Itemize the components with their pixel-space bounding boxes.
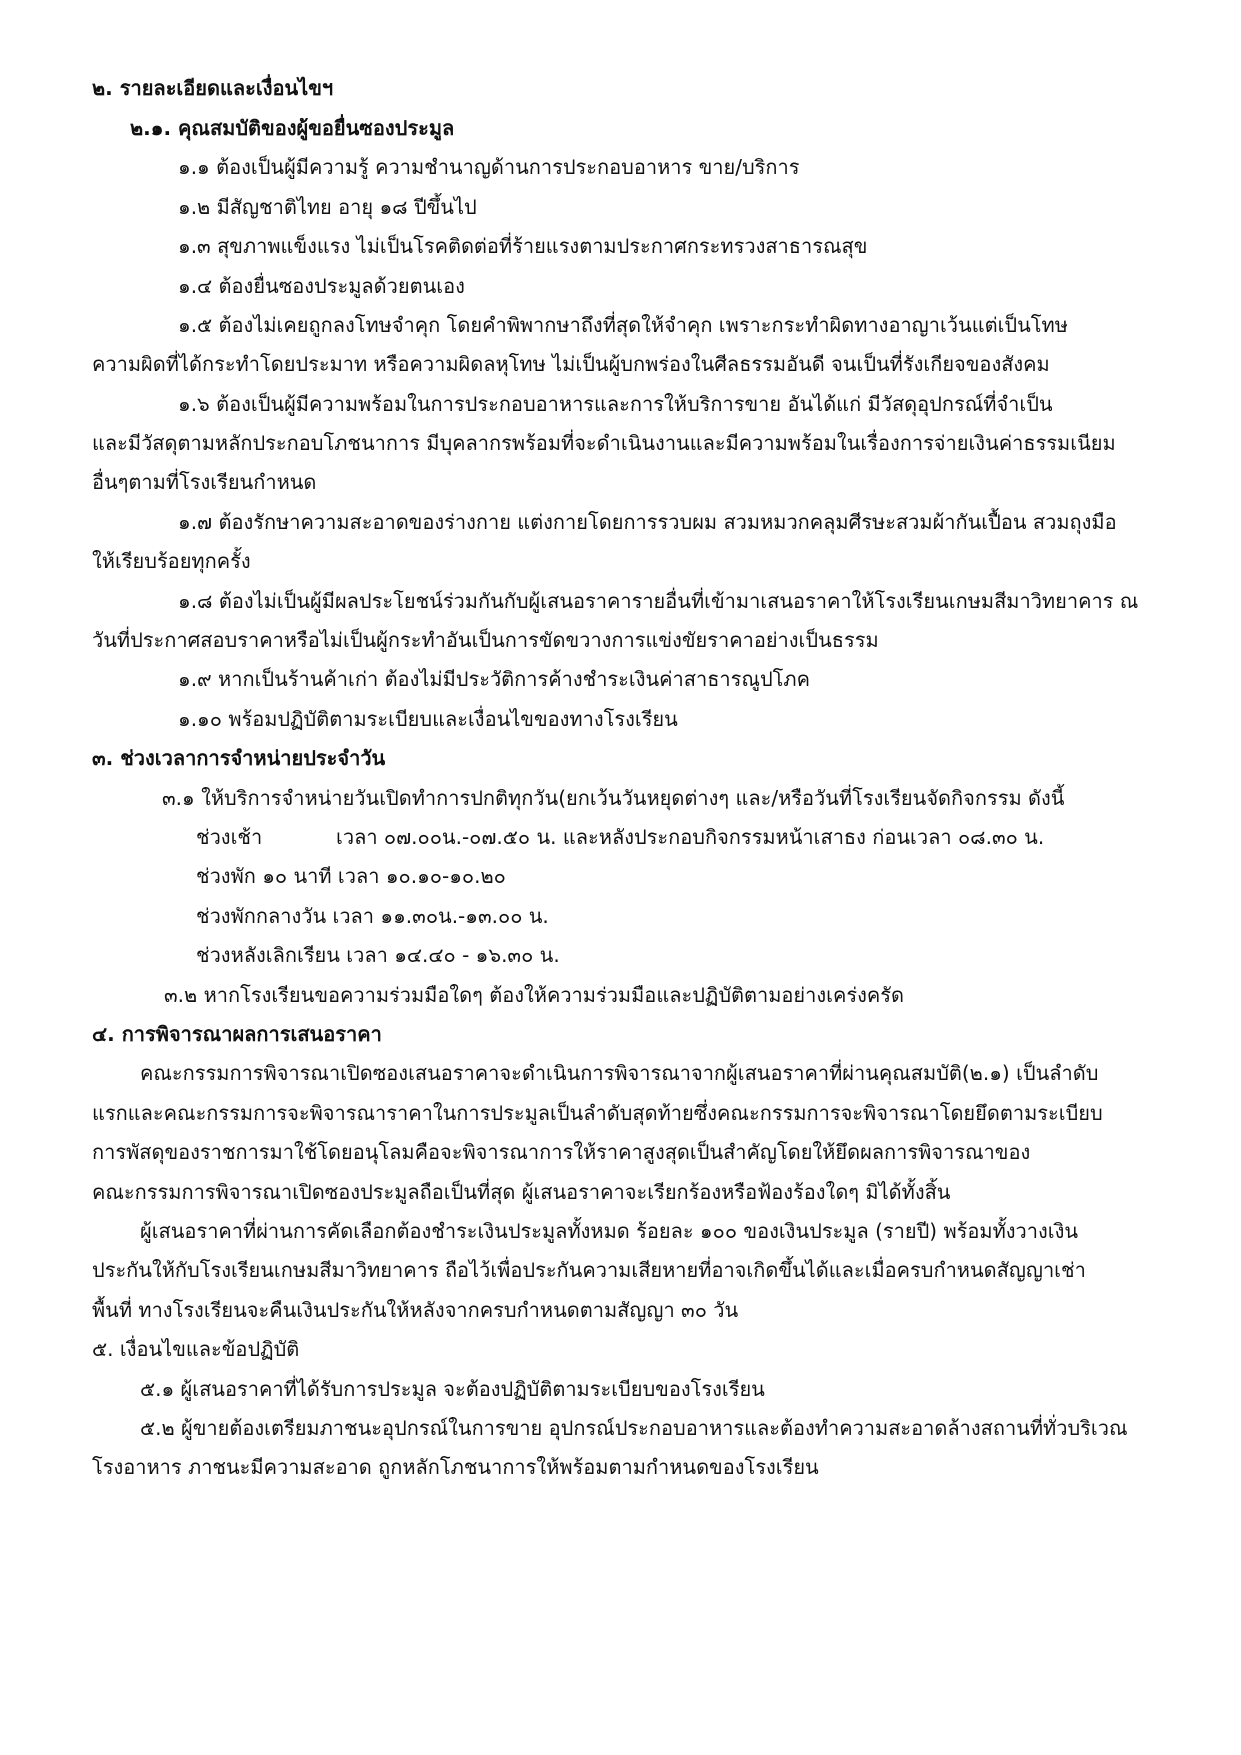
after-school-time: ช่วงหลังเลิกเรียน เวลา ๑๔.๔๐ - ๑๖.๓๐ น. (196, 943, 560, 967)
item-1-5-line-1: ๑.๕ ต้องไม่เคยถูกลงโทษจำคุก โดยคำพิพากษาถึงที่สุดให้จำคุก เพราะกระทำผิดทางอาญาเว้นแต่เป็นโทษ (178, 313, 1068, 337)
item-1-4: ๑.๔ ต้องยื่นซองประมูลด้วยตนเอง (178, 274, 465, 298)
item-1-1: ๑.๑ ต้องเป็นผู้มีความรู้ ความชำนาญด้านการประกอบอาหาร ขาย/บริการ (178, 155, 800, 179)
item-5-1: ๕.๑ ผู้เสนอราคาที่ได้รับการประมูล จะต้องปฏิบัติตามระเบียบของโรงเรียน (140, 1377, 765, 1401)
section-3-heading: ๓. ช่วงเวลาการจำหน่ายประจำวัน (92, 746, 386, 770)
item-1-6-line-1: ๑.๖ ต้องเป็นผู้มีความพร้อมในการประกอบอาหารและการให้บริการขาย อันได้แก่ มีวัสดุอุปกรณ์ที่จำเป็น (178, 392, 1053, 416)
section-4-para-1-line-4: คณะกรรมการพิจารณาเปิดซองประมูลถือเป็นที่สุด ผู้เสนอราคาจะเรียกร้องหรือฟ้องร้องใดๆ มิได้ทั้งสิ้น (92, 1180, 951, 1204)
item-5-2-line-2: โรงอาหาร ภาชนะมีความสะอาด ถูกหลักโภชนาการให้พร้อมตามกำหนดของโรงเรียน (92, 1455, 819, 1479)
item-1-8-line-1: ๑.๘ ต้องไม่เป็นผู้มีผลประโยชน์ร่วมกันกับผู้เสนอราคารายอื่นที่เข้ามาเสนอราคาให้โรงเรียนเกษมสีมาวิทยาคาร ณ (178, 589, 1139, 613)
section-4-heading: ๔. การพิจารณาผลการเสนอราคา (92, 1022, 382, 1046)
section-2-heading: ๒. รายละเอียดและเงื่อนไขฯ (92, 76, 334, 100)
item-1-10: ๑.๑๐ พร้อมปฏิบัติตามระเบียบและเงื่อนไขของทางโรงเรียน (178, 707, 678, 731)
morning-label: ช่วงเช้า (196, 825, 263, 849)
section-5-heading: ๕. เงื่อนไขและข้อปฏิบัติ (92, 1337, 300, 1361)
item-1-7-line-2: ให้เรียบร้อยทุกครั้ง (92, 549, 251, 573)
item-3-2: ๓.๒ หากโรงเรียนขอความร่วมมือใดๆ ต้องให้ความร่วมมือและปฏิบัติตามอย่างเคร่งครัด (164, 983, 904, 1007)
lunch-time: ช่วงพักกลางวัน เวลา ๑๑.๓๐น.-๑๓.๐๐ น. (196, 904, 549, 928)
section-4-para-1-line-1: คณะกรรมการพิจารณาเปิดซองเสนอราคาจะดำเนินการพิจารณาจากผู้เสนอราคาที่ผ่านคุณสมบัติ(๒.๑) เป็นลำดับ (140, 1061, 1099, 1085)
section-2-1-heading: ๒.๑. คุณสมบัติของผู้ขอยื่นซองประมูล (130, 116, 455, 140)
item-1-6-line-3: อื่นๆตามที่โรงเรียนกำหนด (92, 470, 317, 494)
item-3-1: ๓.๑ ให้บริการจำหน่ายวันเปิดทำการปกติทุกวัน(ยกเว้นวันหยุดต่างๆ และ/หรือวันที่โรงเรียนจัดกิจกรรม ดังนี้ (162, 786, 1065, 810)
morning-time: เวลา ๐๗.๐๐น.-๐๗.๕๐ น. และหลังประกอบกิจกรรมหน้าเสาธง ก่อนเวลา ๐๘.๓๐ น. (336, 825, 1045, 849)
break-time: ช่วงพัก ๑๐ นาที เวลา ๑๐.๑๐-๑๐.๒๐ (196, 864, 506, 888)
section-4-para-2-line-1: ผู้เสนอราคาที่ผ่านการคัดเลือกต้องชำระเงินประมูลทั้งหมด ร้อยละ ๑๐๐ ของเงินประมูล (รายปี) พร้อมทั้งวางเงิน (140, 1219, 1079, 1243)
item-5-2-line-1: ๕.๒ ผู้ขายต้องเตรียมภาชนะอุปกรณ์ในการขาย อุปกรณ์ประกอบอาหารและต้องทำความสะอาดล้างสถานที่ทั่วบริเวณ (140, 1416, 1128, 1440)
item-1-6-line-2: และมีวัสดุตามหลักประกอบโภชนาการ มีบุคลากรพร้อมที่จะดำเนินงานและมีความพร้อมในเรื่องการจ่ายเงินค่าธรรมเนียม (92, 431, 1116, 455)
item-1-2: ๑.๒ มีสัญชาติไทย อายุ ๑๘ ปีขึ้นไป (178, 195, 477, 219)
item-1-3: ๑.๓ สุขภาพแข็งแรง ไม่เป็นโรคติดต่อที่ร้ายแรงตามประกาศกระทรวงสาธารณสุข (178, 234, 868, 258)
item-1-5-line-2: ความผิดที่ได้กระทำโดยประมาท หรือความผิดลหุโทษ ไม่เป็นผู้บกพร่องในศีลธรรมอันดี จนเป็นที่รังเกียจของสังคม (92, 352, 1050, 376)
item-1-8-line-2: วันที่ประกาศสอบราคาหรือไม่เป็นผู้กระทำอันเป็นการขัดขวางการแข่งขัยราคาอย่างเป็นธรรม (92, 628, 879, 652)
section-4-para-1-line-2: แรกและคณะกรรมการจะพิจารณาราคาในการประมูลเป็นลำดับสุดท้ายซึ่งคณะกรรมการจะพิจารณาโดยยึดตามระเบียบ (92, 1101, 1103, 1125)
item-1-7-line-1: ๑.๗ ต้องรักษาความสะอาดของร่างกาย แต่งกายโดยการรวบผม สวมหมวกคลุมศีรษะสวมผ้ากันเปื้อน สวมถุงมือ (178, 510, 1117, 534)
section-4-para-1-line-3: การพัสดุของราชการมาใช้โดยอนุโลมคือจะพิจารณาการให้ราคาสูงสุดเป็นสำคัญโดยให้ยึดผลการพิจารณาของ (92, 1140, 1031, 1164)
item-1-9: ๑.๙ หากเป็นร้านค้าเก่า ต้องไม่มีประวัติการค้างชำระเงินค่าสาธารณูปโภค (178, 667, 810, 691)
section-4-para-2-line-2: ประกันให้กับโรงเรียนเกษมสีมาวิทยาคาร ถือไว้เพื่อประกันความเสียหายที่อาจเกิดขึ้นได้และเมื่อครบกำหนดสัญญาเช่า (92, 1258, 1086, 1282)
section-4-para-2-line-3: พื้นที่ ทางโรงเรียนจะคืนเงินประกันให้หลังจากครบกำหนดตามสัญญา ๓๐ วัน (92, 1298, 739, 1322)
